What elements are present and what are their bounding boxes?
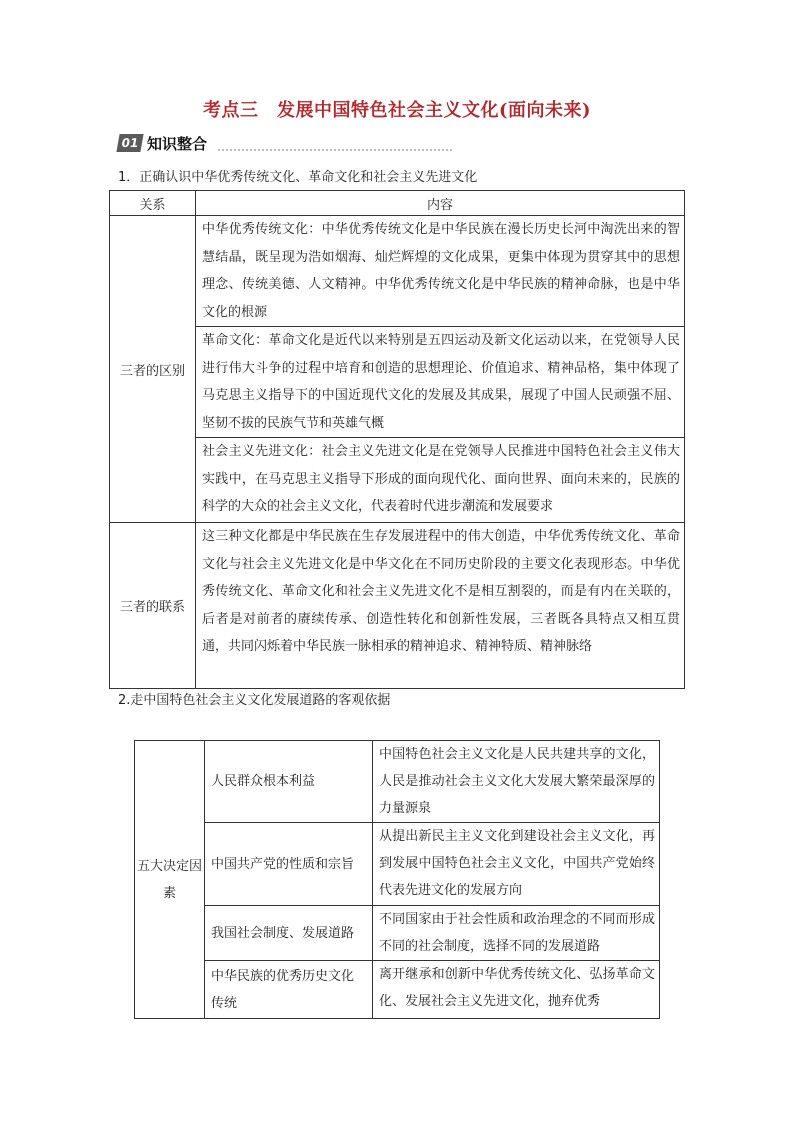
item1-heading: 1．正确认识中华优秀传统文化、革命文化和社会主义先进文化 — [118, 170, 478, 185]
section-header — [118, 131, 452, 155]
section-label: 知识整合 — [147, 135, 208, 153]
header-content: 内容 — [196, 191, 685, 216]
decisive-factors-table — [134, 740, 660, 1019]
difference-socialist: 社会主义先进文化：社会主义先进文化是在党领导人民推进中国特色社会主义伟大实践中，在马克思主义指导下形成的面向现代化、面向世界、面向未来的，民族的科学的大众的社会主义文化，代表着时代进步潮流和发展要求 — [196, 438, 685, 523]
factor-3: 我国社会制度、发展道路 — [205, 906, 373, 961]
header-relation: 关系 — [110, 191, 196, 216]
difference-revolutionary: 革命文化：革命文化是近代以来特别是五四运动及新文化运动以来，在党领导人民进行伟大斗争的过程中培育和创造的思想理论、价值追求、精神品格，集中体现了马克思主义指导下的中国近现代文化的发展及其成果，展现了中国人民顽强不屈、坚韧不拔的民族气节和英雄气概 — [196, 327, 685, 438]
connection-content: 这三种文化都是中华民族在生存发展进程中的伟大创造，中华优秀传统文化、革命文化与社会主义先进文化是中华文化在不同历史阶段的主要文化表现形态。中华优秀传统文化、革命文化和社会主义先进文化不是相互割裂的，而是有内在关联的，后者是对前者的赓续传承、创造性转化和创新性发展，三者既各具特点又相互贯通，共同闪烁着中华民族一脉相承的精神追求、精神特质、精神脉络 — [196, 523, 685, 689]
factor-1: 人民群众根本利益 — [205, 741, 373, 823]
page-title: 考点三 发展中国特色社会主义文化(面向未来) — [202, 100, 592, 121]
group-label: 五大决定因素 — [135, 741, 205, 1019]
factor-1-desc: 中国特色社会主义文化是人民共建共享的文化，人民是推动社会主义文化大发展大繁荣最深厚的力量源泉 — [373, 741, 660, 823]
difference-traditional: 中华优秀传统文化：中华优秀传统文化是中华民族在漫长历史长河中淘洗出来的智慧结晶，既呈现为浩如烟海、灿烂辉煌的文化成果，更集中体现为贯穿其中的思想理念、传统美德、人文精神。中华优秀传统文化是中华民族的精神命脉，也是中华文化的根源 — [196, 216, 685, 327]
item2-heading: 2.走中国特色社会主义文化发展道路的客观依据 — [118, 693, 391, 708]
difference-label: 三者的区别 — [110, 216, 196, 523]
factor-3-desc: 不同国家由于社会性质和政治理念的不同而形成不同的社会制度，选择不同的发展道路 — [373, 906, 660, 961]
culture-comparison-table — [109, 190, 685, 689]
connection-label: 三者的联系 — [110, 523, 196, 689]
factor-2-desc: 从提出新民主主义文化到建设社会主义文化，再到发展中国特色社会主义文化，中国共产党始终代表先进文化的发展方向 — [373, 823, 660, 906]
section-number-badge: 01 — [116, 134, 143, 152]
factor-4: 中华民族的优秀历史文化传统 — [205, 961, 373, 1019]
factor-4-desc: 离开继承和创新中华优秀传统文化、弘扬革命文化、发展社会主义先进文化，抛弃优秀 — [373, 961, 660, 1019]
factor-2: 中国共产党的性质和宗旨 — [205, 823, 373, 906]
dotted-divider — [218, 149, 452, 151]
